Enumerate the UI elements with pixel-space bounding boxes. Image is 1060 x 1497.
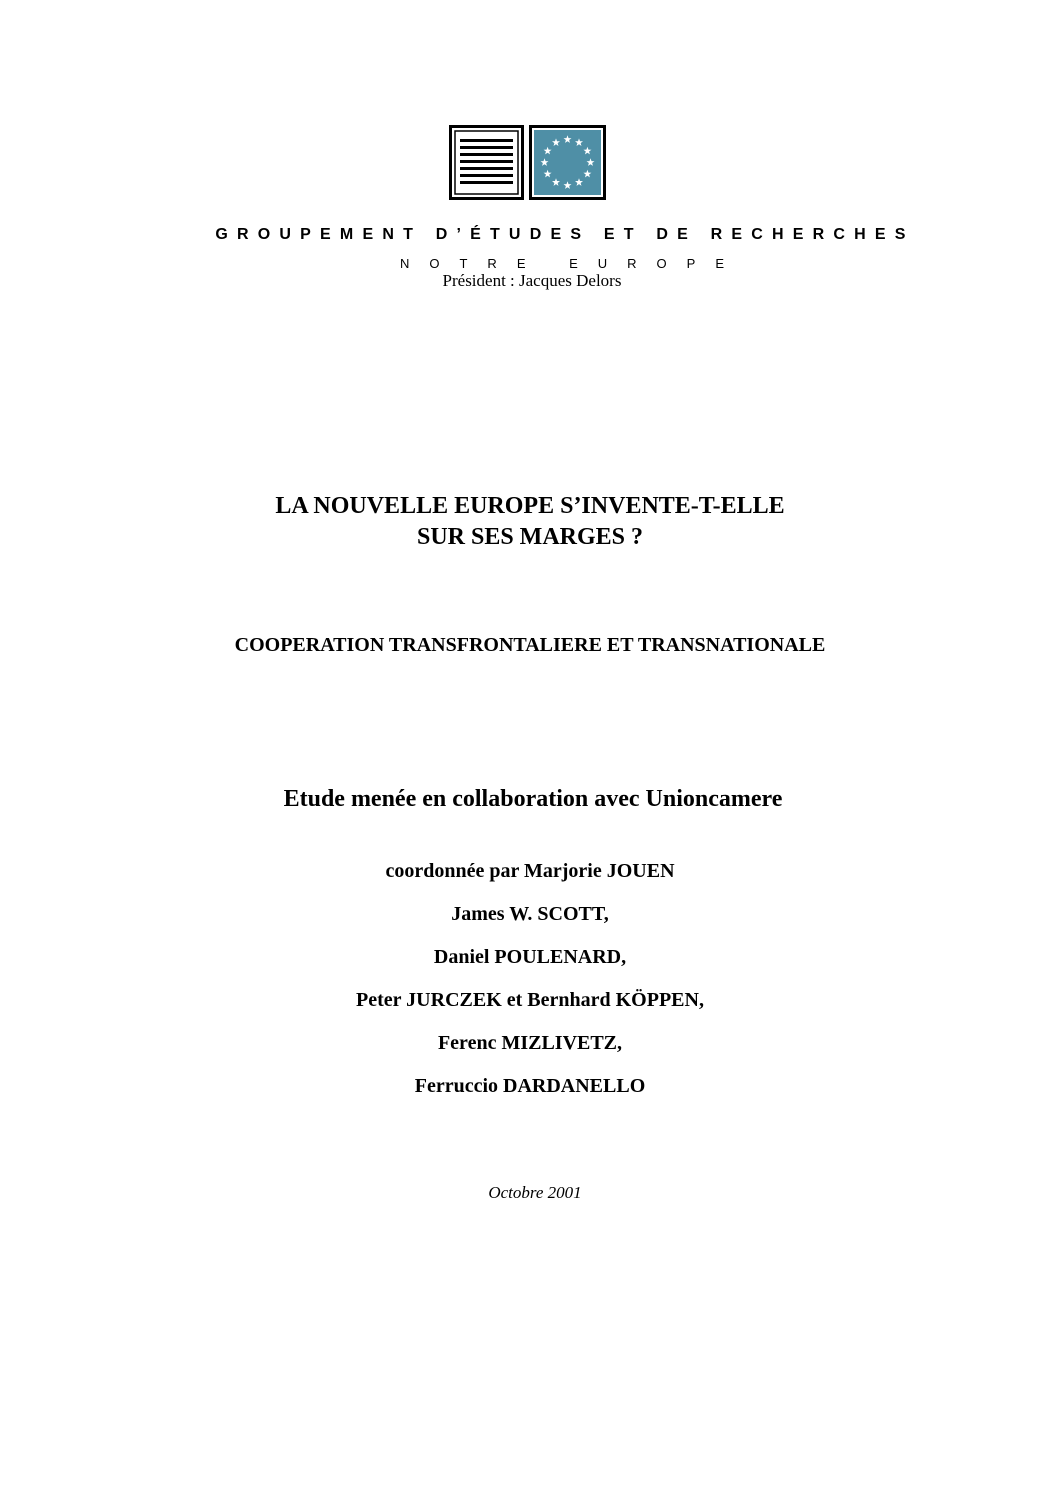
author-line: Daniel POULENARD, — [433, 946, 627, 968]
author-line: Ferruccio DARDANELLO — [414, 1075, 646, 1097]
publication-date: Octobre 2001 — [488, 1183, 582, 1202]
author-line: James W. SCOTT, — [451, 903, 609, 925]
document-subtitle: COOPERATION TRANSFRONTALIERE ET TRANSNATIONALE — [234, 634, 826, 656]
title-line: LA NOUVELLE EUROPE S’INVENTE-T-ELLE — [275, 493, 785, 519]
organization-name: GROUPEMENT D’ÉTUDES ET DE RECHERCHES — [215, 226, 915, 243]
organization-subtitle: NOTRE EUROPE — [399, 256, 744, 271]
author-list — [0, 850, 1060, 1108]
notre-europe-logo-icon — [449, 125, 606, 200]
author-line: Peter JURCZEK et Bernhard KÖPPEN, — [356, 989, 704, 1011]
study-note: Etude menée en collaboration avec Unioncamere — [283, 786, 783, 812]
author-line: coordonnée par Marjorie JOUEN — [385, 860, 675, 882]
document-title — [0, 491, 1060, 553]
author-line: Ferenc MIZLIVETZ, — [437, 1032, 623, 1054]
president-line: Président : Jacques Delors — [442, 271, 622, 290]
title-line: SUR SES MARGES ? — [416, 524, 644, 550]
